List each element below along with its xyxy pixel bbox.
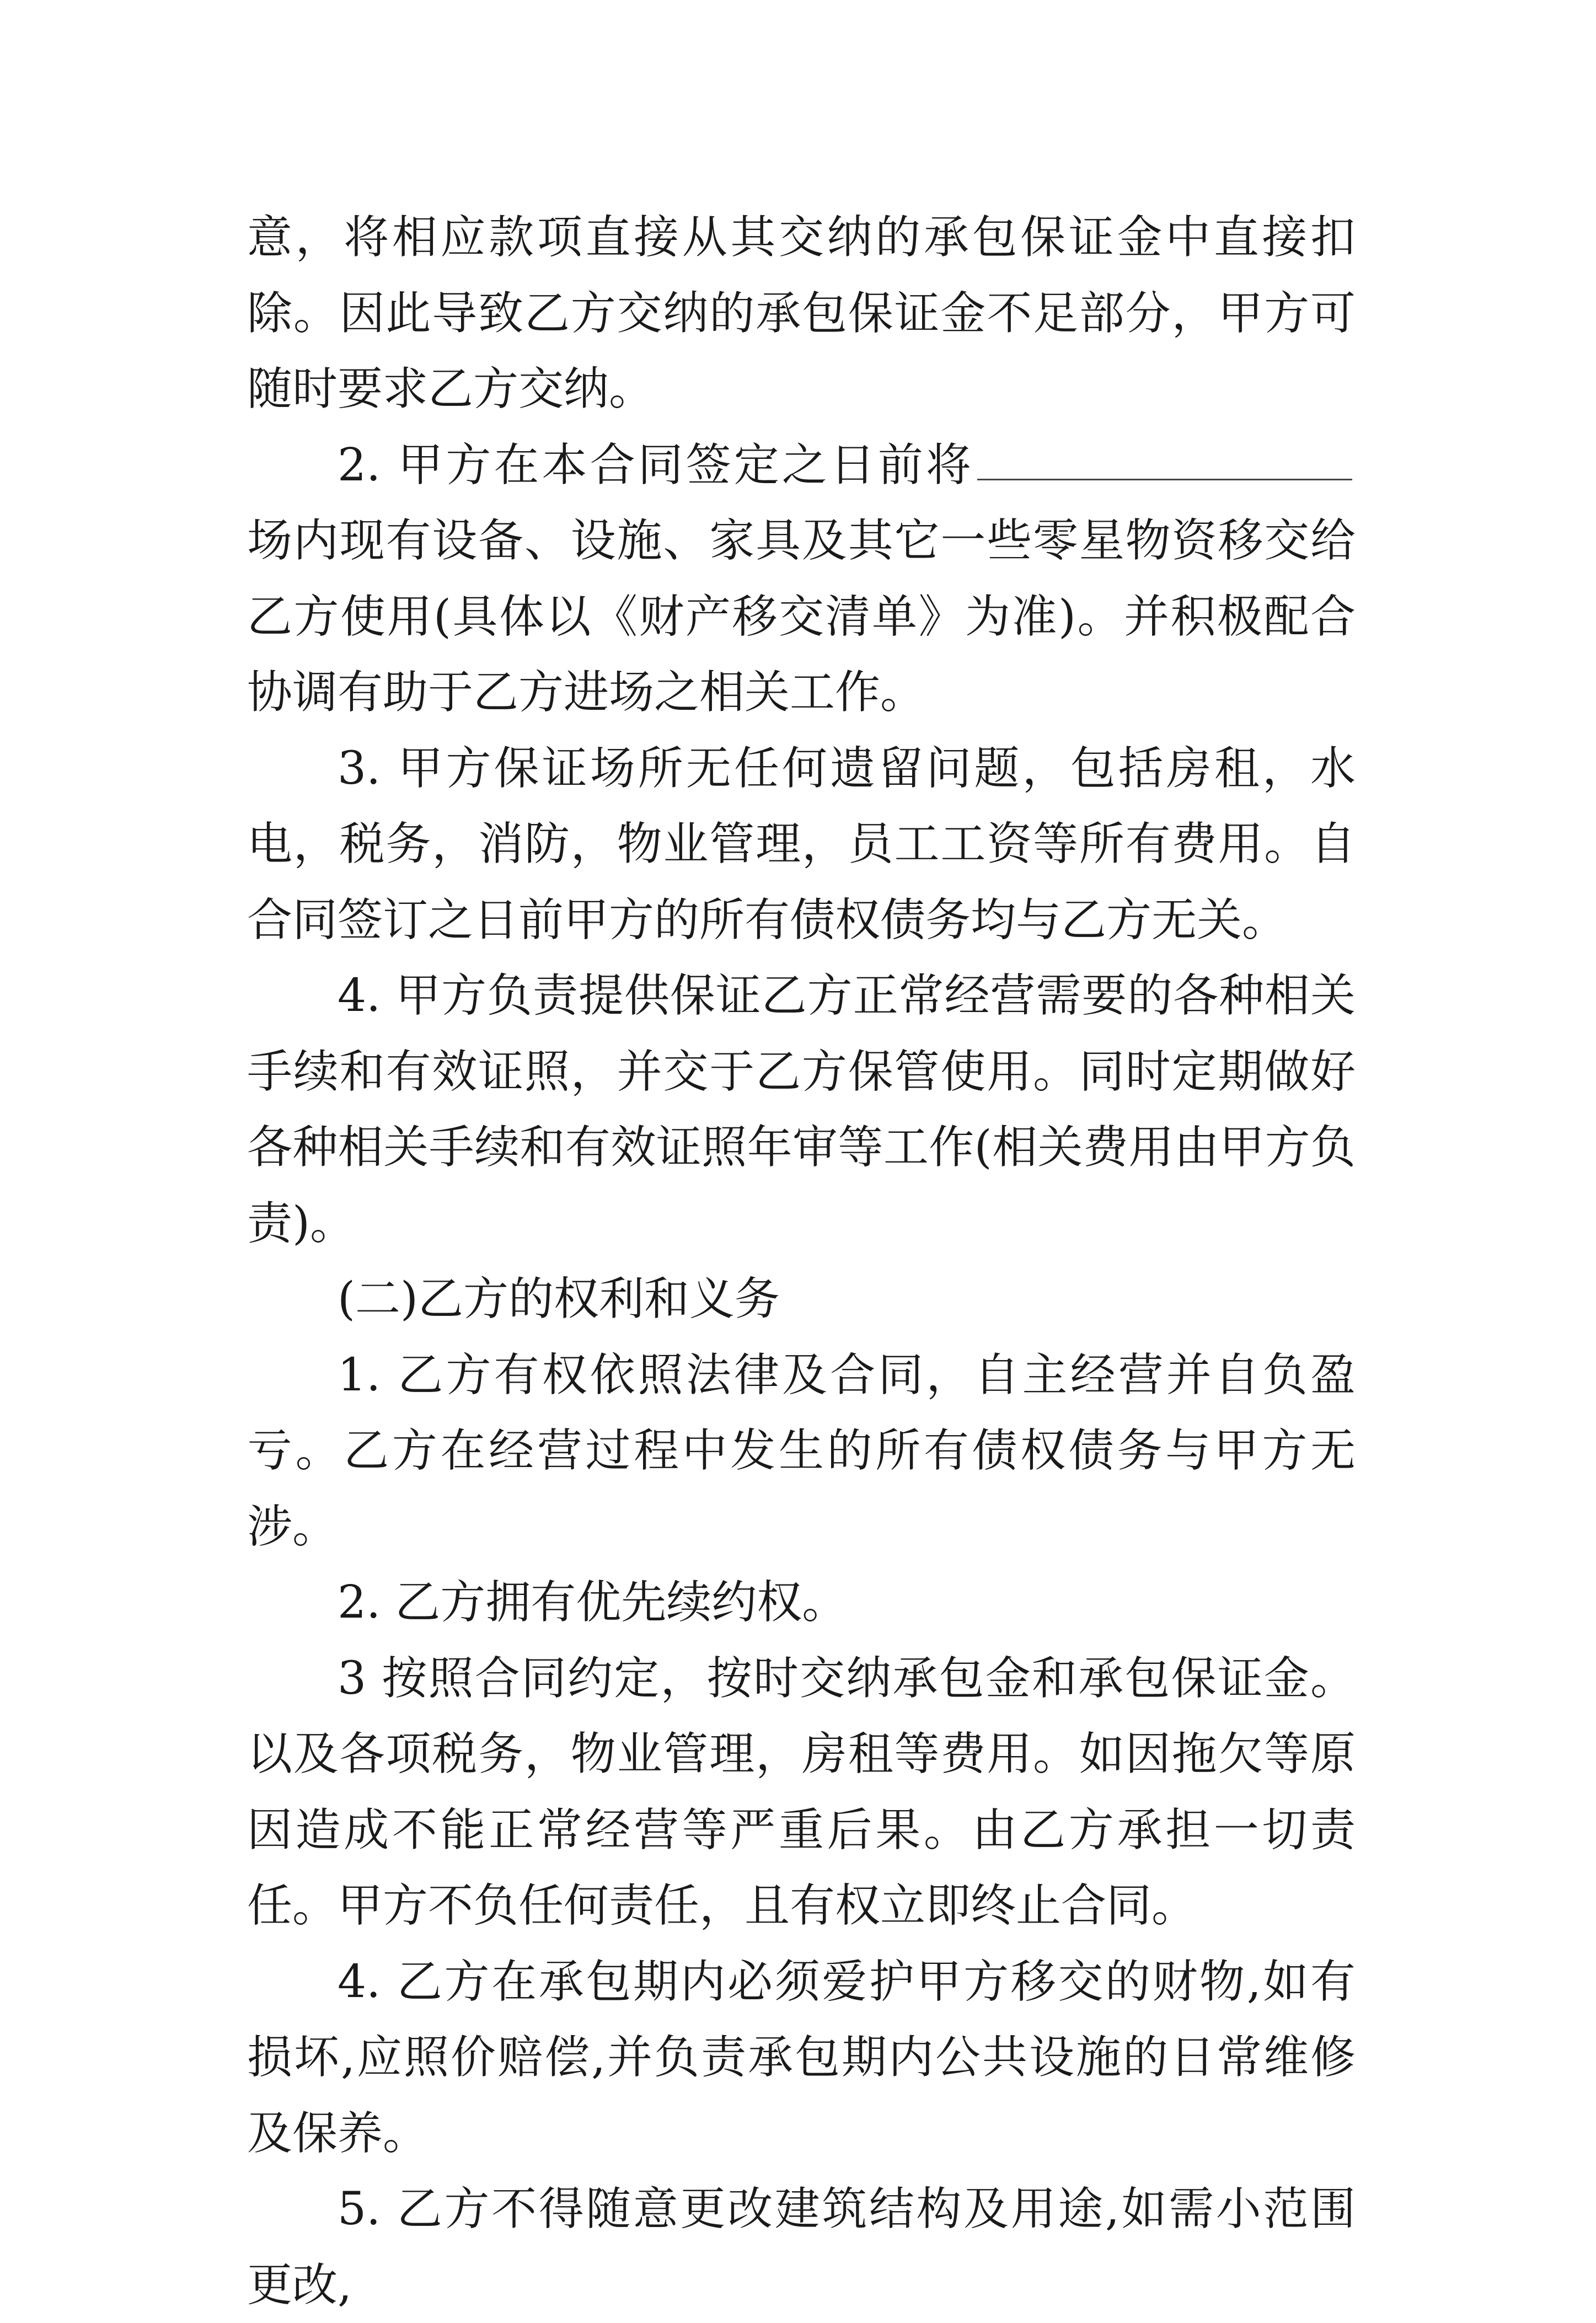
paragraph-continuation: 意，将相应款项直接从其交纳的承包保证金中直接扣除。因此导致乙方交纳的承包保证金不足部分，甲方可随时要求乙方交纳。 [247, 211, 1356, 415]
paragraph-clause-3: 3. 甲方保证场所无任何遗留问题，包括房租，水电，税务，消防，物业管理，员工工资等所有费用。自合同签订之日前甲方的所有债权债务均与乙方无关。 [247, 742, 1356, 946]
paragraph-b-clause-1: 1. 乙方有权依照法律及合同，自主经营并自负盈亏。乙方在经营过程中发生的所有债权债务与甲方无涉。 [247, 1348, 1356, 1553]
paragraph-b-clause-3: 3 按照合同约定，按时交纳承包金和承包保证金。以及各项税务，物业管理，房租等费用。如因拖欠等原因造成不能正常经营等严重后果。由乙方承担一切责任。甲方不负任何责任，且有权立即终止合同。 [247, 1652, 1356, 1932]
document-body [247, 200, 1356, 2323]
paragraph-b-clause-4: 4. 乙方在承包期内必须爱护甲方移交的财物,如有损坏,应照价赔偿,并负责承包期内公共设施的日常维修及保养。 [247, 1955, 1356, 2160]
clause-2-rest: 场内现有设备、设施、家具及其它一些零星物资移交给乙方使用(具体以《财产移交清单》为准)。并积极配合协调有助于乙方进场之相关工作。 [247, 515, 1356, 719]
paragraph-clause-4: 4. 甲方负责提供保证乙方正常经营需要的各种相关手续和有效证照，并交于乙方保管使用。同时定期做好各种相关手续和有效证照年审等工作(相关费用由甲方负责)。 [247, 970, 1356, 1250]
paragraph-clause-2 [247, 427, 1356, 731]
paragraph-b-clause-2: 2. 乙方拥有优先续约权。 [338, 1576, 848, 1629]
fill-in-blank [977, 440, 1352, 480]
paragraph-b-clause-5: 5. 乙方不得随意更改建筑结构及用途,如需小范围更改, [247, 2183, 1356, 2311]
section-heading-party-b: (二)乙方的权利和义务 [338, 1273, 780, 1325]
clause-2-lead: 2. 甲方在本合同签定之日前将 [338, 438, 974, 491]
